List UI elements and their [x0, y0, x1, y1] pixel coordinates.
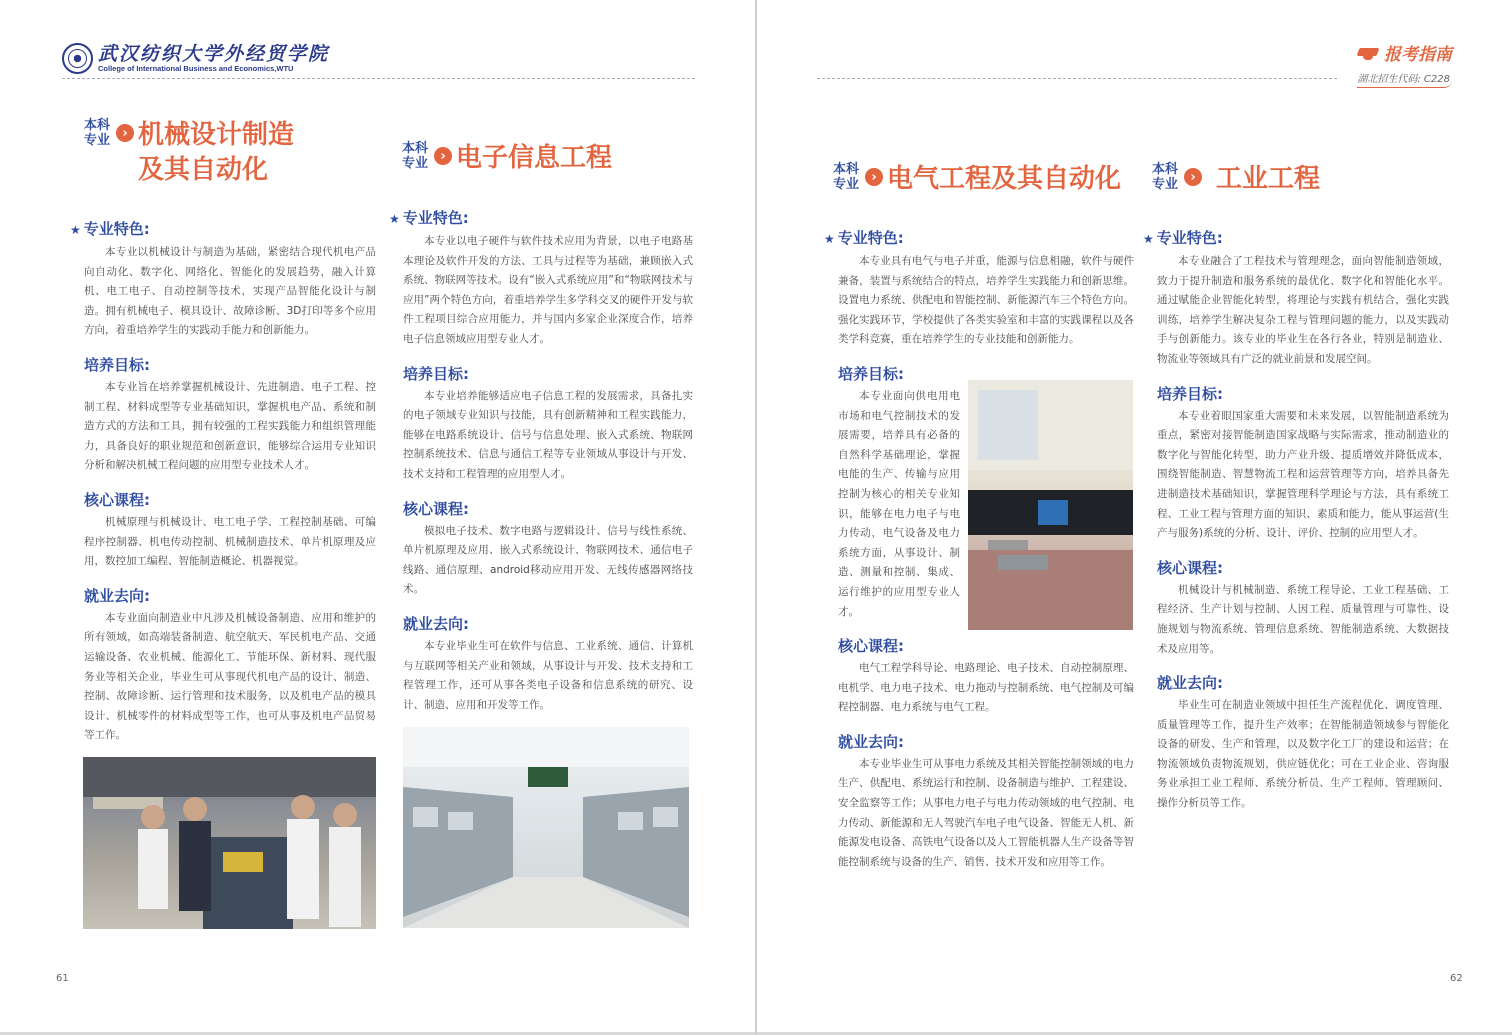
section-heading: ★ 专业特色:: [824, 229, 904, 247]
section-text: 毕业生可在制造业领域中担任生产流程优化、调度管理、质量管理等工作，提升生产效率；在智能制造领域参与智能化设备的研发、生产和管理，以及数字化工厂的建设和运营；在物流领域负责物流规划，供应链优化；可在工业企业、咨询服务业承担工业工程师、系统分析员、生产工程师、管理顾问、操作分析员等工作。: [1157, 699, 1449, 810]
major-title: 电子信息工程: [456, 143, 613, 173]
star-icon: ★: [1143, 232, 1154, 246]
section-heading: ★ 专业特色:: [70, 220, 150, 238]
section-text: 本专业旨在培养掌握机械设计、先进制造、电子工程、控制工程、材料成型等专业基础知识，掌握机电产品、系统和制造方式的方法和工具，拥有较强的工程实践能力和组织管理能力，具备良好的职业规范和创新意识，能够综合运用专业知识分析和解决机械工程问题的应用型专业技术人才。: [84, 380, 376, 472]
degree-badge: 本科 专业: [402, 141, 429, 171]
electrical-lab-photo: [968, 380, 1133, 630]
section-heading: 核心课程:: [403, 499, 469, 518]
section-text: 本专业以机械设计与制造为基础，紧密结合现代机电产品向自动化、数字化、网络化、智能化的发展趋势，融入计算机、电工电子、自动控制等技术，实现产品智能化设计与制造。拥有机械电子、模具设计、故障诊断、3D打印等多个应用方向，着重培养学生的实践动手能力和创新能力。: [84, 246, 376, 337]
section-text: 本专业融合了工程技术与管理理念，面向智能制造领域，致力于提升制造和服务系统的最优化、数字化和智能化水平。通过赋能企业智能化转型，将理论与实践有机结合，强化实践训练，培养学生解决复杂工程与管理问题的能力，以及实践动手与创新能力。该专业的毕业生在各行各业，特别是制造业、物流业等领域具有广泛的就业前景和发展空间。: [1157, 255, 1449, 365]
section-heading: 就业去向:: [1157, 674, 1223, 693]
page-number-left: 61: [56, 973, 69, 984]
major-title: 工业工程: [1216, 164, 1321, 194]
section-heading: ★ 专业特色:: [389, 209, 469, 227]
major-header-mechanical: [84, 118, 294, 188]
section-text: 本专业毕业生可在软件与信息、工业系统、通信、计算机与互联网等相关产业和领域，从事设计与开发、技术支持和工程管理工作，还可从事各类电子设备和信息系统的研究、设计、制造、应用和开发等工作。: [403, 639, 693, 711]
major-header-electronic: [402, 141, 612, 176]
electronics-lab-photo: [403, 727, 689, 928]
major-title: 机械设计制造 及其自动化: [138, 120, 295, 185]
logo-chinese-name: 武汉纺织大学外经贸学院: [98, 43, 330, 65]
section-text: 本专业面向供电用电市场和电气控制技术的发展需要，培养具有必备的自然科学基础理论，掌握电能的生产、传输与应用控制为核心的相关专业知识，能够在电力电子与电力传动，电气设备及电力系统方面，从事设计、制造、测量和控制、集成、运行维护的应用型专业人才。: [838, 389, 960, 618]
students-workshop-photo: [83, 757, 376, 929]
arrow-right-icon: ›: [1184, 168, 1202, 186]
arrow-right-icon: ›: [434, 147, 452, 165]
page-number-right: 62: [1450, 973, 1463, 984]
header-divider-left: [62, 78, 695, 79]
section-heading: 培养目标:: [838, 364, 904, 383]
section-text: 本专业毕业生可从事电力系统及其相关智能控制领域的电力生产、供配电、系统运行和控制、设备制造与维护、工程建设、安全监察等工作；从事电力电子与电力传动领域的电气控制、电力传动、新能源和无人驾驶汽车电子电气设备、智能无人机、新能源发电设备、高铁电气设备以及人工智能机器人生产设备等智能控制系统与设备的生产、销售、技术开发和应用等工作。: [838, 757, 1134, 868]
degree-badge: 本科 专业: [1152, 162, 1179, 192]
section-heading: 培养目标:: [403, 364, 469, 383]
college-seal-icon: [62, 43, 93, 74]
admission-guide-badge: [1357, 40, 1452, 88]
section-text: 本专业面向制造业中凡涉及机械设备制造、应用和维护的所有领域，如高端装备制造、航空航天、军民机电产品、交通运输设备、农业机械、能源化工、节能环保、新材料、现代服务业等相关企业，毕业生可从事现代机电产品的设计、制造、控制、故障诊断、运行管理和技术服务，以及机电产品的模具设计、机械零件的材料成型等工作，也可从事及机电产品贸易等工作。: [84, 611, 376, 742]
column-mechanical: [70, 219, 376, 746]
column-electronic: [389, 208, 693, 715]
section-heading: 培养目标:: [84, 355, 150, 374]
enrollment-code: 湖北招生代码: C228: [1357, 70, 1452, 88]
section-text: 本专业着眼国家重大需要和未来发展，以智能制造系统为重点，紧密对接智能制造国家战略与实际需求，推动制造业的数字化与智能化转型，助力产业升级、提质增效并降低成本，围绕智能制造、智慧物流工程和运营管理等方向，培养具备先进制造技术基础知识，掌握管理科学理论与方法，具有系统工程、工业工程与管理方面的知识、素质和能力，能从事运营(生产与服务)系统的分析、设计、评价、控制的应用型人才。: [1157, 409, 1449, 540]
star-icon: ★: [824, 232, 835, 246]
section-text: 本专业具有电气与电子并重，能源与信息相融，软件与硬件兼备，装置与系统结合的特点，培养学生实践能力和创新思维。设置电力系统、供配电和智能控制、新能源汽车三个特色方向。强化实践环节，学校提供了各类实验室和丰富的实践课程以及各类学科竞赛，重在培养学生的专业技能和创新能力。: [838, 255, 1134, 346]
college-logo: [62, 43, 329, 74]
major-header-electrical: [833, 162, 1121, 197]
section-text: 机械原理与机械设计、电工电子学、工程控制基础、可编程序控制器、机电传动控制、机械制造技术、单片机原理及应用，数控加工编程、智能制造概论、机器视觉。: [84, 515, 376, 568]
section-heading: 培养目标:: [1157, 384, 1223, 403]
page-gutter: [755, 0, 757, 1035]
star-icon: ★: [70, 223, 81, 237]
major-title: 电气工程及其自动化: [887, 164, 1122, 194]
section-text: 电气工程学科导论、电路理论、电子技术、自动控制原理、电机学、电力电子技术、电力拖动与控制系统、电气控制及可编程控制器、电力系统与电气工程。: [838, 662, 1134, 714]
degree-badge: 本科 专业: [84, 118, 111, 148]
arrow-right-icon: ›: [865, 168, 883, 186]
degree-badge: 本科 专业: [833, 162, 860, 192]
section-text: 本专业以电子硬件与软件技术应用为背景，以电子电路基本理论及软件开发的方法、工具与过程等为基础，兼顾嵌入式系统、物联网等技术。设有“嵌入式系统应用”和“物联网技术与应用”两个特色方向，着重培养学生多学科交叉的硬件开发与软件工程项目综合应用能力，并与国内多家企业深度合作，培养电子信息领域应用型专业人才。: [403, 235, 693, 345]
section-text: 模拟电子技术、数字电路与逻辑设计、信号与线性系统、单片机原理及应用、嵌入式系统设计、物联网技术、通信电子线路、通信原理、android移动应用开发、无线传感器网络技术。: [403, 524, 693, 596]
section-heading: 核心课程:: [84, 490, 150, 509]
section-heading: 核心课程:: [838, 637, 904, 656]
section-text: 本专业培养能够适应电子信息工程的发展需求，具备扎实的电子领域专业知识与技能，具有创新精神和工程实践能力，能够在电路系统设计、信号与信息处理、嵌入式系统、物联网控制系统技术、信息与通信工程等专业领域从事设计与开发、技术支持和工程管理的应用型人才。: [403, 389, 693, 480]
header-divider-right: [817, 78, 1337, 79]
section-heading: 就业去向:: [838, 732, 904, 751]
logo-english-name: College of International Business and Economics,WTU: [98, 64, 294, 73]
graduation-cap-icon: [1358, 46, 1378, 60]
major-header-industrial: [1152, 162, 1320, 197]
section-heading: 核心课程:: [1157, 558, 1223, 577]
arrow-right-icon: ›: [116, 124, 134, 142]
section-heading: ★ 专业特色:: [1143, 229, 1223, 247]
guide-title: 报考指南: [1384, 45, 1452, 65]
section-text: 机械设计与机械制造、系统工程导论、工业工程基础、工程经济、生产计划与控制、人因工程、质量管理与可靠性、设施规划与物流系统、管理信息系统、智能制造系统、大数据技术及应用等。: [1157, 583, 1449, 655]
column-industrial: [1143, 228, 1449, 814]
section-heading: 就业去向:: [403, 614, 469, 633]
star-icon: ★: [389, 212, 400, 226]
section-heading: 就业去向:: [84, 586, 150, 605]
